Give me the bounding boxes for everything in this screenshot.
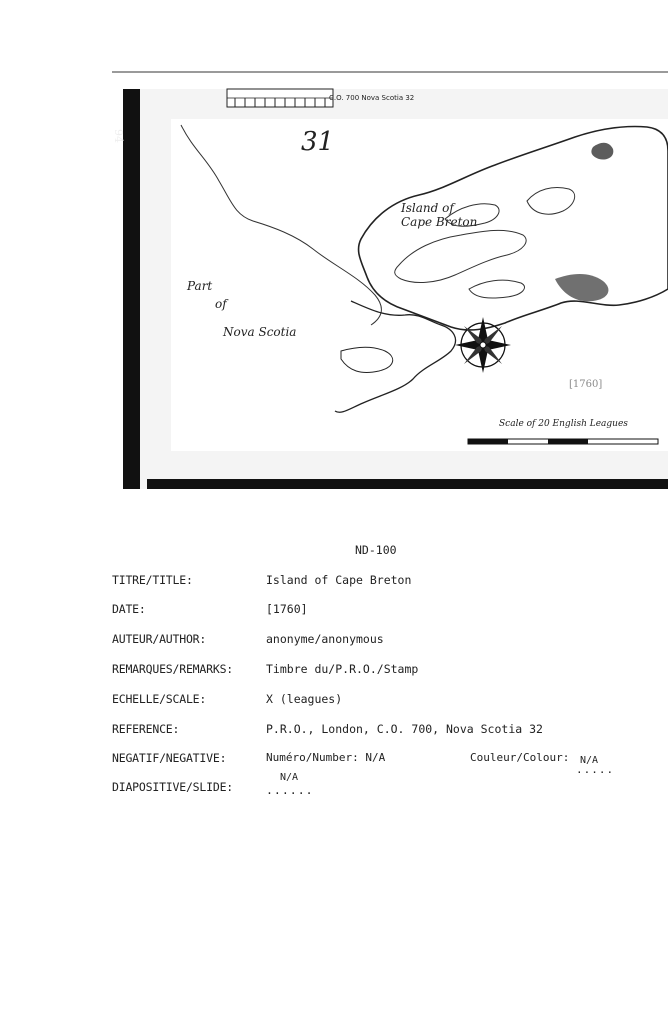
- frame-number: 94: [112, 129, 125, 143]
- remarks-value: Timbre du/P.R.O./Stamp: [266, 662, 419, 676]
- map-title: Island of Cape Breton: [401, 201, 478, 229]
- map-label-part: Part: [187, 279, 213, 293]
- map-photograph: [112, 89, 668, 489]
- date-label: DATE:: [112, 602, 146, 616]
- slide-label: DIAPOSITIVE/SLIDE:: [112, 780, 234, 794]
- map-label-of: of: [215, 297, 227, 311]
- map-scale-caption: Scale of 20 English Leagues: [499, 419, 628, 429]
- title-label: TITRE/TITLE:: [112, 573, 193, 587]
- negative-colour-dots: .....: [575, 763, 615, 776]
- slide-value: N/A: [280, 772, 299, 783]
- title-value: Island of Cape Breton: [266, 573, 412, 587]
- scale-label: ECHELLE/SCALE:: [112, 692, 207, 706]
- record-id: ND-100: [355, 543, 397, 557]
- reference-label: REFERENCE:: [112, 722, 180, 736]
- map-label-region: Nova Scotia: [223, 325, 297, 339]
- date-value: [1760]: [266, 602, 308, 616]
- negative-colour-label: Couleur/Colour:: [470, 751, 570, 764]
- negative-colour: [470, 751, 616, 776]
- map-stamp-reference: C.O. 700 Nova Scotia 32: [329, 94, 415, 102]
- top-rule: [112, 71, 668, 73]
- negative-colour-value: N/A: [579, 755, 599, 766]
- negative-number: Numéro/Number: N/A: [266, 751, 386, 764]
- map-sheet-number: 31: [301, 127, 335, 157]
- scale-value: X (leagues): [266, 692, 343, 706]
- author-value: anonyme/anonymous: [266, 632, 384, 646]
- author-label: AUTEUR/AUTHOR:: [112, 632, 207, 646]
- negative-label: NEGATIF/NEGATIVE:: [112, 751, 227, 765]
- reference-value: P.R.O., London, C.O. 700, Nova Scotia 32: [266, 722, 543, 736]
- slide-dots: ......: [266, 783, 314, 797]
- map-pencil-date: [1760]: [569, 379, 603, 390]
- remarks-label: REMARQUES/REMARKS:: [112, 662, 234, 676]
- ruler-icon: [227, 89, 333, 107]
- scale-bar-icon: [468, 439, 658, 444]
